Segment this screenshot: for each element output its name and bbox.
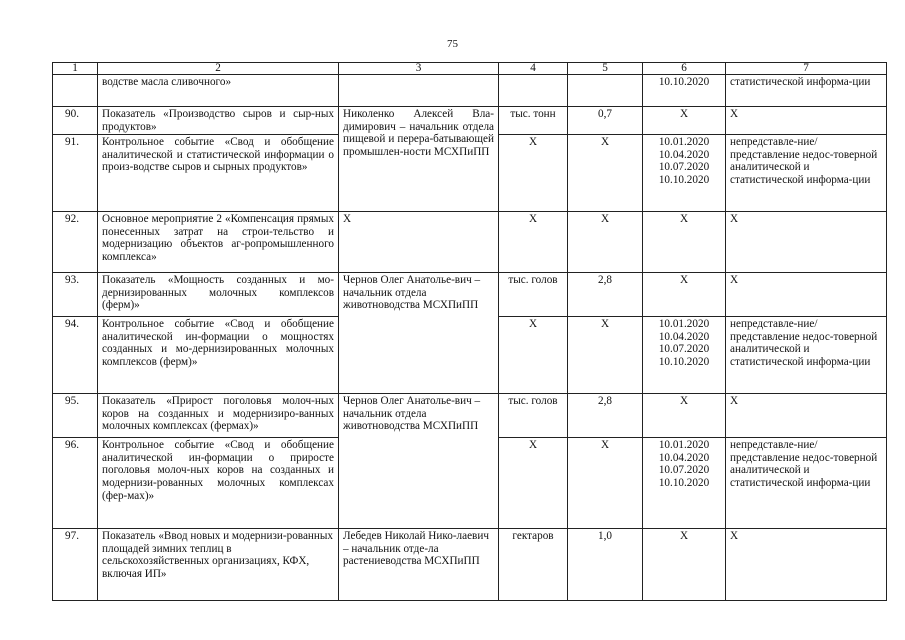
column-header-6: 6 xyxy=(643,63,726,75)
table-row xyxy=(53,394,887,438)
column-header-1: 1 xyxy=(53,63,98,75)
value: Х xyxy=(568,438,643,529)
deadline: 10.10.2020 xyxy=(643,75,726,107)
result-note: непредставле-ние/представление недос-товерной аналитической и статистической информа-ции xyxy=(726,135,887,212)
row-number: 92. xyxy=(53,212,98,273)
table-row xyxy=(53,212,887,273)
indicators-table xyxy=(52,62,887,601)
unit: Х xyxy=(499,135,568,212)
column-header-7: 7 xyxy=(726,63,887,75)
unit: Х xyxy=(499,438,568,529)
value: Х xyxy=(568,135,643,212)
result-note: Х xyxy=(726,107,887,135)
deadline: Х xyxy=(643,107,726,135)
responsible-person: Лебедев Николай Нико-лаевич – начальник отде-ла растениеводства МСХПиПП xyxy=(339,529,499,601)
column-header-4: 4 xyxy=(499,63,568,75)
indicator-name: Показатель «Производство сыров и сыр-ных продуктов» xyxy=(98,107,339,135)
column-header-5: 5 xyxy=(568,63,643,75)
unit xyxy=(499,75,568,107)
row-number: 94. xyxy=(53,317,98,394)
indicator-name: Показатель «Прирост поголовья молоч-ных коров на созданных и модернизиро-ванных молочных комплексах (фермах)» xyxy=(98,394,339,438)
deadline-date: 10.04.2020 xyxy=(658,148,710,161)
responsible-person xyxy=(339,75,499,107)
value: Х xyxy=(568,212,643,273)
column-header-3: 3 xyxy=(339,63,499,75)
indicator-name: Контрольное событие «Свод и обобщение аналитической ин-формации о приросте поголовья молоч-ных коров на созданных и модернизи-рованных молочных комплексах (фер-мах)» xyxy=(98,438,339,529)
table-row xyxy=(53,273,887,317)
deadline xyxy=(643,135,726,212)
result-note: Х xyxy=(726,273,887,317)
deadline-date: 10.04.2020 xyxy=(658,451,710,464)
deadline: Х xyxy=(643,529,726,601)
result-note: Х xyxy=(726,212,887,273)
table-row xyxy=(53,75,887,107)
responsible-person: Чернов Олег Анатолье-вич – начальник отдела животноводства МСХПиПП xyxy=(339,394,499,529)
deadline: Х xyxy=(643,212,726,273)
indicator-name: Основное мероприятие 2 «Компенсация прямых понесенных затрат на строи-тельство и модернизацию объектов аг-ропромышленного комплекса» xyxy=(98,212,339,273)
value: 1,0 xyxy=(568,529,643,601)
result-note: Х xyxy=(726,394,887,438)
value: Х xyxy=(568,317,643,394)
deadline xyxy=(643,438,726,529)
row-number xyxy=(53,75,98,107)
indicator-name: Показатель «Ввод новых и модернизи-рованных площадей зимних теплиц в сельскохозяйственных организациях, КФХ, включая ИП» xyxy=(98,529,339,601)
row-number: 90. xyxy=(53,107,98,135)
page-number: 75 xyxy=(447,38,458,50)
responsible-person: Чернов Олег Анатолье-вич – начальник отдела животноводства МСХПиПП xyxy=(339,273,499,394)
unit: Х xyxy=(499,212,568,273)
indicator-name: водстве масла сливочного» xyxy=(98,75,339,107)
deadline-date: 10.07.2020 xyxy=(658,161,710,174)
deadline-date: 10.01.2020 xyxy=(658,439,710,452)
row-number: 97. xyxy=(53,529,98,601)
row-number: 95. xyxy=(53,394,98,438)
unit: Х xyxy=(499,317,568,394)
indicator-name: Контрольное событие «Свод и обобщение аналитической и статистической информации о произ-водстве сыров и сырных продуктов» xyxy=(98,135,339,212)
deadline-date: 10.10.2020 xyxy=(658,355,710,368)
row-number: 96. xyxy=(53,438,98,529)
deadline-date: 10.04.2020 xyxy=(658,330,710,343)
deadline: Х xyxy=(643,273,726,317)
deadline-date: 10.10.2020 xyxy=(658,173,710,186)
responsible-person: Х xyxy=(339,212,499,273)
indicator-name: Показатель «Мощность созданных и мо-дернизированных молочных комплексов (ферм)» xyxy=(98,273,339,317)
deadline-date: 10.01.2020 xyxy=(658,318,710,331)
result-note: статистической информа-ции xyxy=(726,75,887,107)
deadline: Х xyxy=(643,394,726,438)
result-note: непредставле-ние/представление недос-товерной аналитической и статистической информа-ции xyxy=(726,438,887,529)
deadline-date: 10.01.2020 xyxy=(658,136,710,149)
unit: тыс. голов xyxy=(499,394,568,438)
deadline-date: 10.07.2020 xyxy=(658,464,710,477)
responsible-person: Николенко Алексей Вла-димирович – начальник отдела пищевой и перера-батывающей промышлен-ности МСХПиПП xyxy=(339,107,499,212)
table-row xyxy=(53,107,887,135)
value xyxy=(568,75,643,107)
deadline-date: 10.10.2020 xyxy=(658,476,710,489)
result-note: Х xyxy=(726,529,887,601)
value: 2,8 xyxy=(568,273,643,317)
deadline xyxy=(643,317,726,394)
result-note: непредставле-ние/представление недос-товерной аналитической и статистической информа-ции xyxy=(726,317,887,394)
value: 0,7 xyxy=(568,107,643,135)
unit: гектаров xyxy=(499,529,568,601)
indicator-name: Контрольное событие «Свод и обобщение аналитической ин-формации о мощностях созданных и мо-дернизированных молочных комплексов (ферм)» xyxy=(98,317,339,394)
value: 2,8 xyxy=(568,394,643,438)
table-header-row xyxy=(53,63,887,75)
unit: тыс. голов xyxy=(499,273,568,317)
table-row xyxy=(53,529,887,601)
row-number: 93. xyxy=(53,273,98,317)
unit: тыс. тонн xyxy=(499,107,568,135)
row-number: 91. xyxy=(53,135,98,212)
deadline-date: 10.07.2020 xyxy=(658,343,710,356)
column-header-2: 2 xyxy=(98,63,339,75)
